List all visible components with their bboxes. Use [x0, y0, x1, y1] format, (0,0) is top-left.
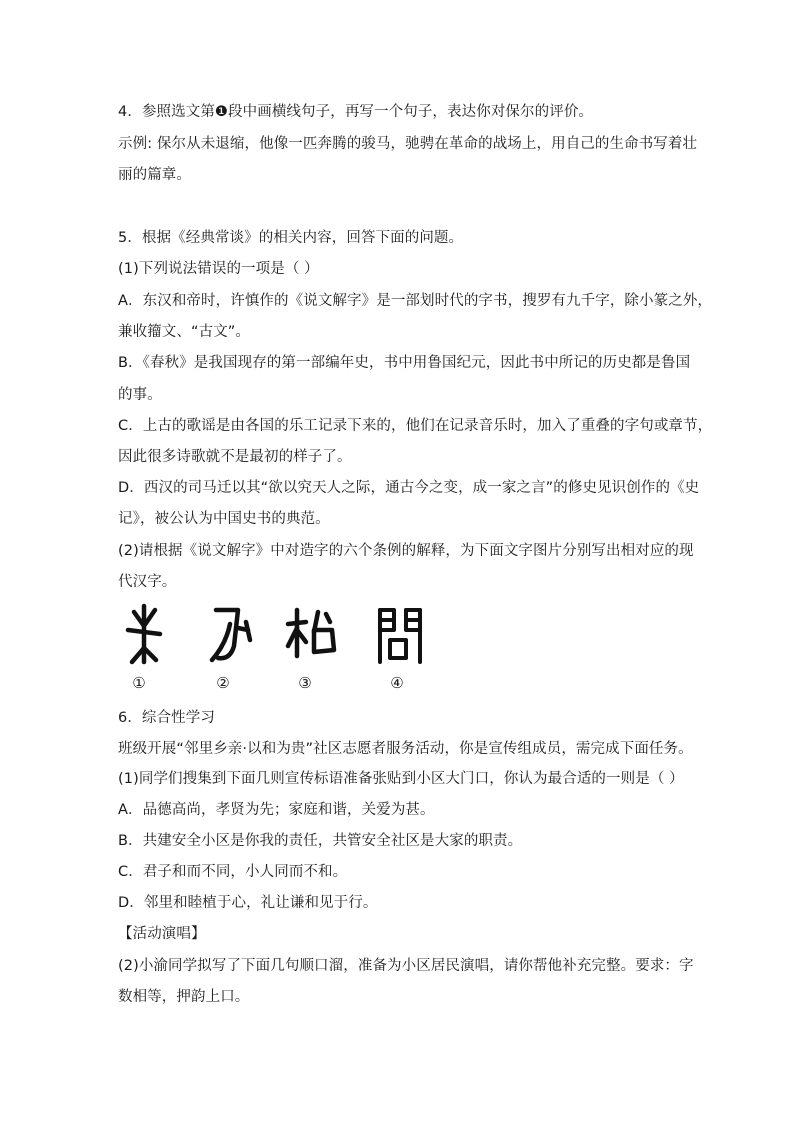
q5-option-b-line-2: 的事。 — [118, 387, 162, 403]
glyph-label-1: ① — [132, 674, 146, 692]
glyph-label-4: ④ — [390, 674, 404, 692]
q6-option-a: A．品德高尚，孝贤为先；家庭和谐，关爱为甚。 — [118, 802, 435, 818]
q6-title: 6．综合性学习 — [118, 710, 215, 726]
q5-sub1: (1)下列说法错误的一项是（ ） — [118, 261, 319, 277]
q6-option-c: C．君子和而不同，小人同而不和。 — [118, 864, 348, 880]
ancient-character-images — [110, 600, 440, 672]
ancient-glyph-4-image — [370, 600, 430, 668]
q5-question: 5．根据《经典常谈》的相关内容，回答下面的问题。 — [118, 230, 464, 246]
q6-sub2-line-2: 数相等，押韵上口。 — [118, 989, 250, 1005]
q6-sub2-line-1: (2)小渝同学拟写了下面几句顺口溜，准备为小区居民演唱，请你帮他补充完整。要求：字 — [118, 958, 694, 974]
q4-example-line-1: 示例: 保尔从未退缩，他像一匹奔腾的骏马，驰骋在革命的战场上，用自己的生命书写着壮 — [118, 136, 698, 152]
q6-option-b: B．共建安全小区是你我的责任，共管安全社区是大家的职责。 — [118, 833, 523, 849]
ancient-glyph-2-image — [198, 600, 258, 668]
ancient-glyph-1-image — [114, 600, 174, 668]
q6-activity-heading: 【活动演唱】 — [118, 926, 206, 942]
q5-option-d-line-1: D．西汉的司马迁以其“欲以究天人之际，通古今之变，成一家之言”的修史见识创作的《史 — [118, 480, 700, 496]
q5-option-a-line-2: 兼收籀文、“古文”。 — [118, 324, 251, 340]
q5-sub2-line-2: 代汉字。 — [118, 574, 177, 590]
q5-option-c-line-2: 因此很多诗歌就不是最初的样子了。 — [118, 449, 352, 465]
q4-example-line-2: 丽的篇章。 — [118, 167, 191, 183]
q5-option-a-line-1: A．东汉和帝时，许慎作的《说文解字》是一部划时代的字书，搜罗有九千字，除小篆之外， — [118, 293, 713, 309]
ancient-glyph-3-image — [282, 600, 342, 668]
glyph-label-3: ③ — [298, 674, 312, 692]
q6-sub1: (1)同学们搜集到下面几则宣传标语准备张贴到小区大门口，你认为最合适的一则是（ ） — [118, 771, 684, 787]
q5-option-c-line-1: C．上古的歌谣是由各国的乐工记录下来的，他们在记录音乐时，加入了重叠的字句或章节， — [118, 418, 713, 434]
q5-option-b-line-1: B．《春秋》是我国现存的第一部编年史，书中用鲁国纪元，因此书中所记的历史都是鲁国 — [118, 355, 691, 371]
q5-option-d-line-2: 记》，被公认为中国史书的典范。 — [118, 511, 330, 527]
q5-sub2-line-1: (2)请根据《说文解字》中对造字的六个条例的解释，为下面文字图片分别写出相对应的现 — [118, 543, 694, 559]
q4-question: 4．参照选文第❶段中画横线句子，再写一个句子，表达你对保尔的评价。 — [118, 104, 594, 120]
glyph-label-2: ② — [216, 674, 230, 692]
q6-option-d: D．邻里和睦植于心，礼让谦和见于行。 — [118, 895, 378, 911]
q6-intro: 班级开展“邻里乡亲·以和为贵”社区志愿者服务活动，你是宣传组成员，需完成下面任务。 — [118, 741, 693, 757]
